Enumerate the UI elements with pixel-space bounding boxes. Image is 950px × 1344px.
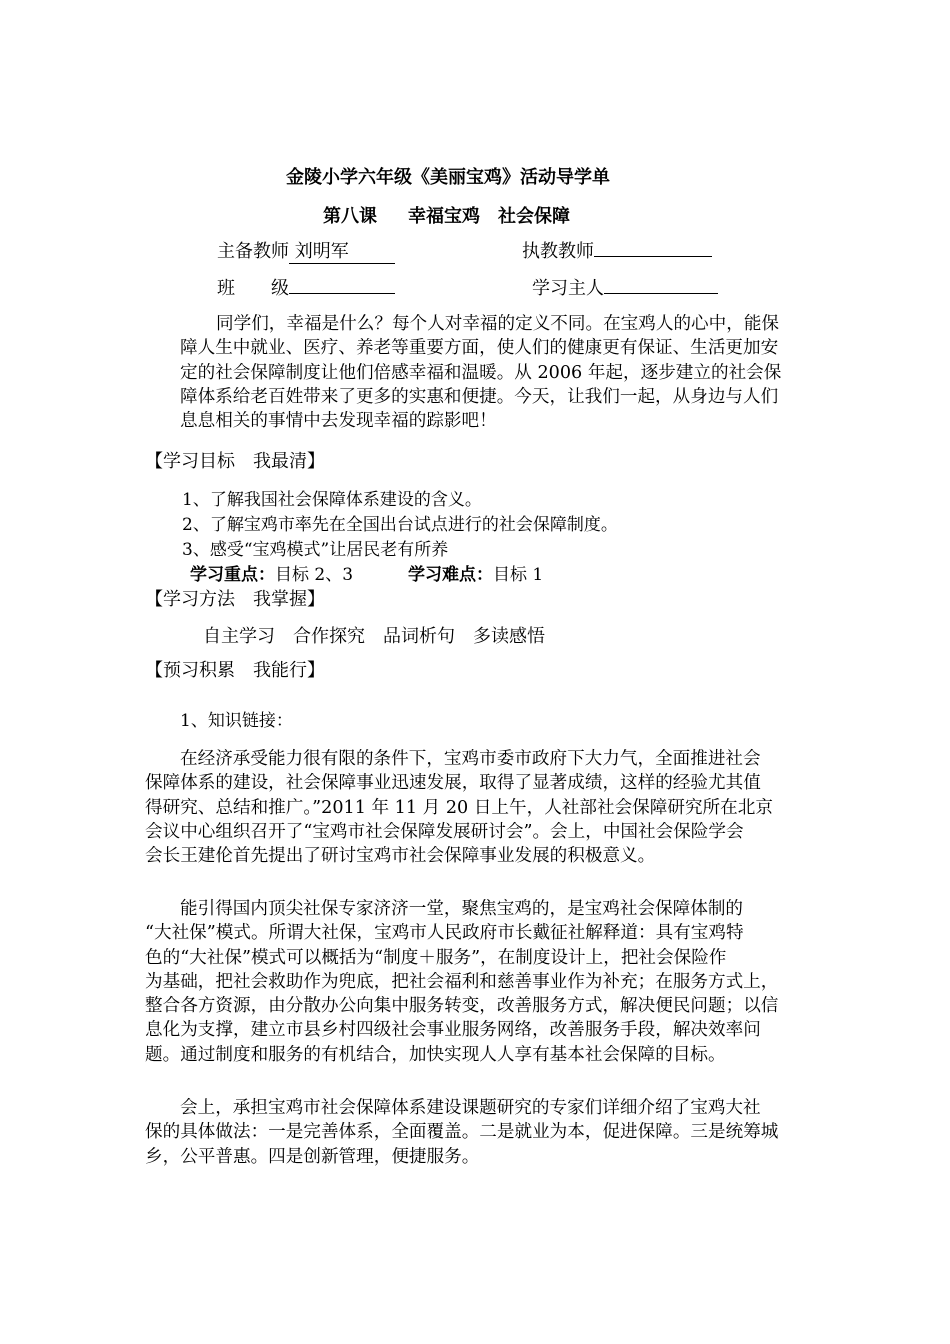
- passage-line: 得研究、总结和推广。”2011 年 11 月 20 日上午，人社部社会保障研究所在北京: [145, 797, 773, 818]
- preview-heading: 【预习积累 我能行】: [145, 660, 325, 681]
- class-field: [217, 274, 395, 300]
- passage-line: 保的具体做法：一是完善体系，全面覆盖。二是就业为本，促进保障。三是统筹城: [145, 1122, 779, 1143]
- document-title: 金陵小学六年级《美丽宝鸡》活动导学单: [286, 167, 610, 188]
- passage-line: 能引得国内顶尖社保专家济济一堂，聚焦宝鸡的，是宝鸡社会保障体制的: [180, 899, 744, 919]
- key-points: [190, 560, 353, 585]
- knowledge-link-heading: 1、知识链接：: [180, 711, 293, 731]
- passage-3: [145, 1096, 810, 1169]
- goals-heading: 【学习目标 我最清】: [145, 451, 325, 472]
- key-label: 学习重点：: [190, 565, 275, 585]
- methods-heading: 【学习方法 我掌握】: [145, 589, 325, 610]
- exec-teacher-blank[interactable]: [594, 238, 712, 257]
- passage-line: 为基础，把社会救助作为兜底，把社会福利和慈善事业作为补充；在服务方式上，: [145, 971, 779, 992]
- passage-line: 会长王建伦首先提出了研讨宝鸡市社会保障事业发展的积极意义。: [145, 846, 656, 867]
- passage-1: [145, 747, 810, 868]
- passage-line: 会议中心组织召开了“宝鸡市社会保障发展研讨会”。会上，中国社会保险学会: [145, 821, 744, 842]
- intro-line: 障人生中就业、医疗、养老等重要方面，使人们的健康更有保证、生活更加安: [180, 338, 779, 359]
- passage-line: 乡，公平普惠。四是创新管理，便捷服务。: [145, 1146, 480, 1167]
- difficult-value: 目标 1: [493, 565, 544, 585]
- goal-item: 2、了解宝鸡市率先在全国出台试点进行的社会保障制度。: [182, 515, 618, 535]
- intro-paragraph: [180, 312, 820, 433]
- intro-line: 同学们，幸福是什么？每个人对幸福的定义不同。在宝鸡人的心中，能保: [216, 314, 780, 334]
- goal-item: 3、感受“宝鸡模式”让居民老有所养: [182, 540, 449, 560]
- passage-line: 在经济承受能力很有限的条件下，宝鸡市委市政府下大力气，全面推进社会: [180, 749, 761, 769]
- intro-line: 定的社会保障制度让他们倍感幸福和温暖。从 2006 年起，逐步建立的社会保: [180, 362, 782, 383]
- goal-item: 1、了解我国社会保障体系建设的含义。: [182, 490, 482, 510]
- passage-line: 题。通过制度和服务的有机结合，加快实现人人享有基本社会保障的目标。: [145, 1044, 726, 1065]
- owner-field: [532, 274, 718, 300]
- lesson-number: 第八课: [323, 206, 377, 227]
- passage-line: 整合各方资源，由分散办公向集中服务转变，改善服务方式，解决便民问题；以信: [145, 996, 779, 1017]
- passage-line: 会上，承担宝鸡市社会保障体系建设课题研究的专家们详细介绍了宝鸡大社: [180, 1098, 761, 1118]
- exec-teacher: [522, 237, 712, 263]
- intro-line: 障体系给老百姓带来了更多的实惠和便捷。今天，让我们一起，从身边与人们: [180, 386, 779, 407]
- lesson-topic: 幸福宝鸡 社会保障: [408, 206, 570, 227]
- passage-line: 保障体系的建设，社会保障事业迅速发展，取得了显著成绩，这样的经验尤其值: [145, 773, 761, 794]
- passage-line: 息化为支撑，建立市县乡村四级社会事业服务网络，改善服务手段，解决效率问: [145, 1020, 761, 1041]
- prep-teacher-name: 刘明军: [289, 237, 395, 264]
- owner-label: 学习主人: [532, 278, 604, 299]
- key-value: 目标 2、3: [275, 565, 354, 585]
- methods-text: 自主学习 合作探究 品词析句 多读感悟: [203, 626, 545, 647]
- prep-teacher-label: 主备教师: [217, 241, 289, 262]
- passage-line: “大社保”模式。所谓大社保，宝鸡市人民政府市长戴征社解释道：具有宝鸡特: [145, 923, 744, 944]
- passage-line: 色的“大社保”模式可以概括为“制度＋服务”，在制度设计上，把社会保险作: [145, 947, 727, 968]
- owner-blank[interactable]: [604, 275, 718, 294]
- class-blank[interactable]: [289, 275, 395, 294]
- prep-teacher: [217, 237, 395, 264]
- class-label: 班 级: [217, 278, 289, 299]
- exec-teacher-label: 执教教师: [522, 241, 594, 262]
- intro-line: 息息相关的事情中去发现幸福的踪影吧！: [180, 411, 497, 432]
- difficult-label: 学习难点：: [408, 565, 493, 585]
- difficult-points: [408, 560, 543, 585]
- passage-2: [145, 897, 810, 1067]
